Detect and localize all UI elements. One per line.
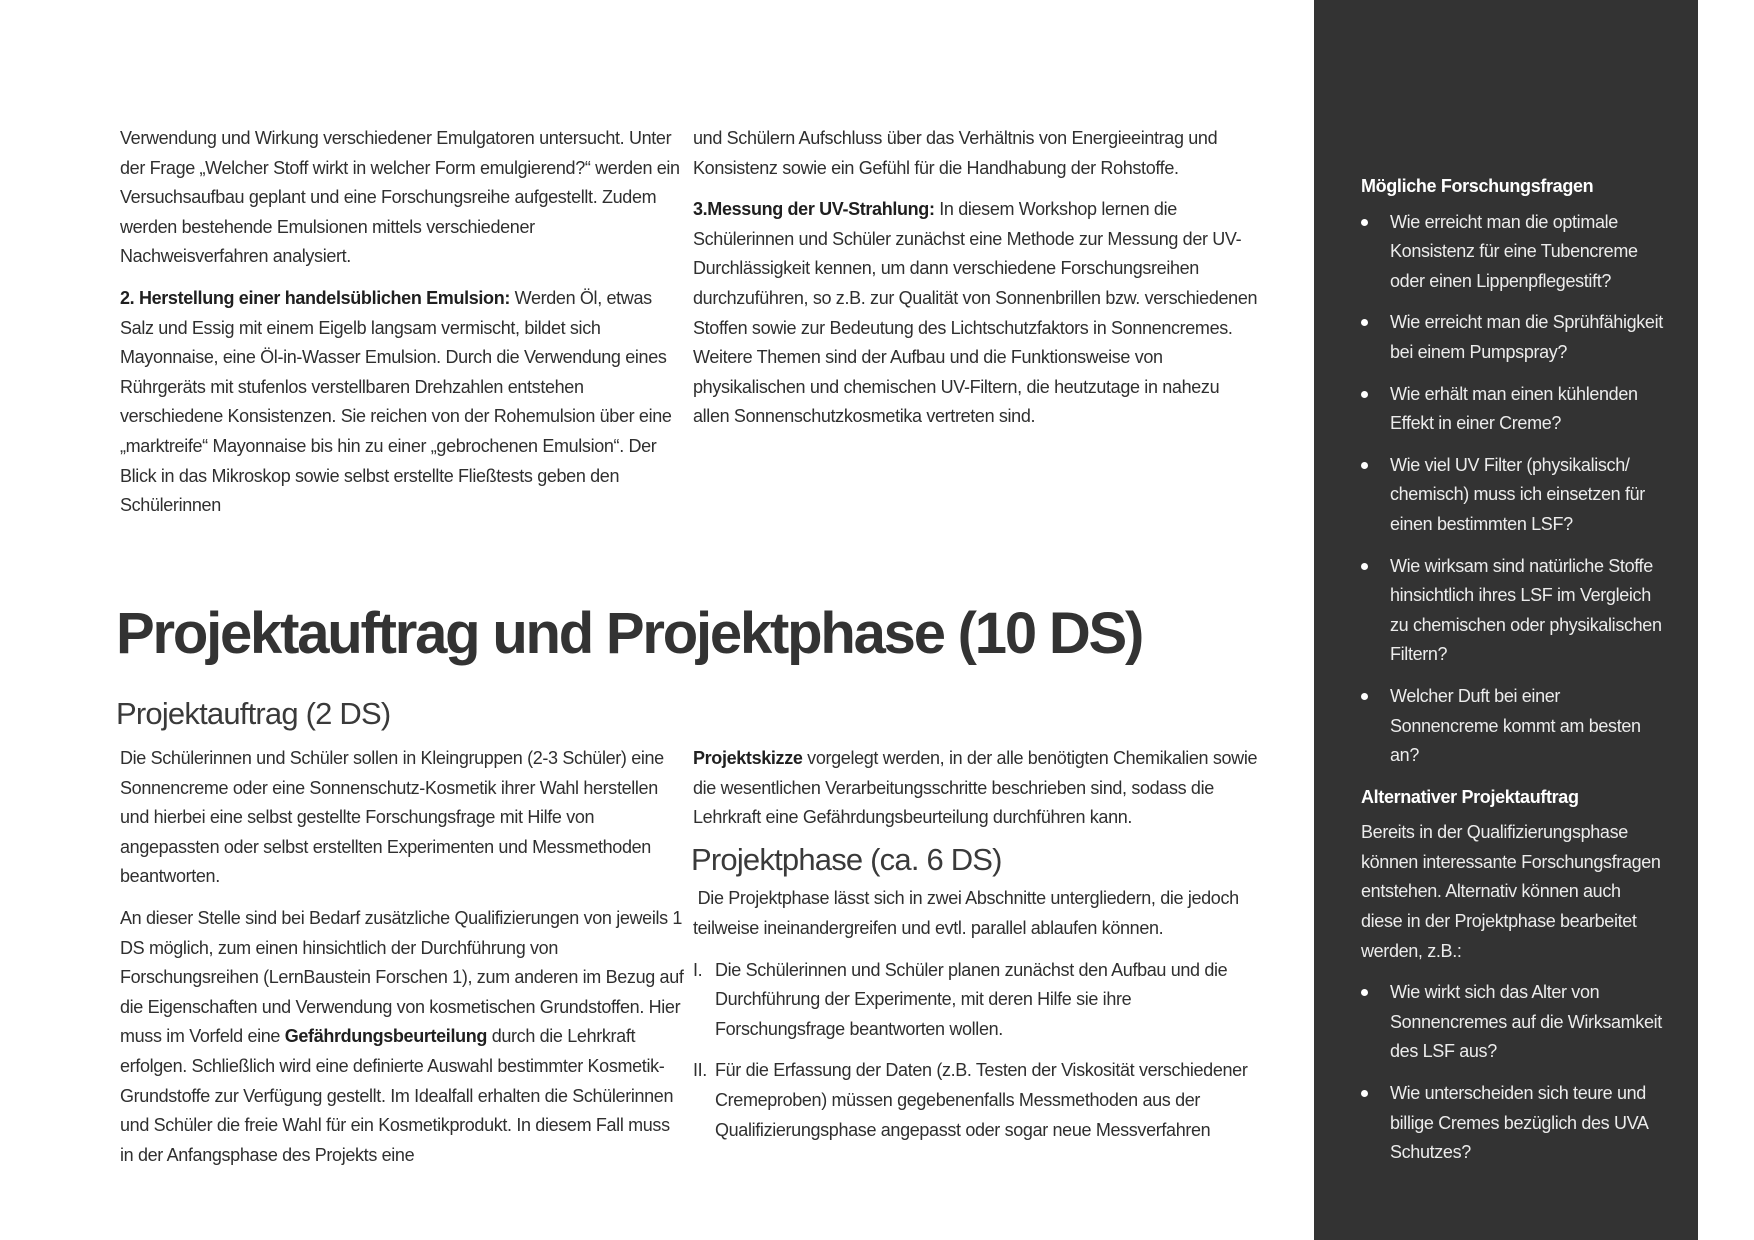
projektauftrag-title: Projektauftrag (2 DS) (116, 696, 391, 731)
question-text: Wie erreicht man die optimale Konsistenz für eine Tubencreme oder einen Lippenpflegestift? (1390, 211, 1638, 291)
top-left-column (120, 124, 685, 533)
list-item (1361, 308, 1666, 367)
questions-title: Mögliche Forschungsfragen (1361, 176, 1594, 196)
projektskizze-term: Projektskizze (693, 748, 803, 768)
question-text: Wie wirkt sich das Alter von Sonnencremes auf die Wirksamkeit des LSF aus? (1390, 982, 1662, 1062)
projektphase-intro: Die Projektphase lässt sich in zwei Abschnitte untergliedern, die jedoch teilweise ineinandergreifen und evtl. parallel ablaufen können. (693, 888, 1244, 938)
emulgator-paragraph: Verwendung und Wirkung verschiedener Emulgatoren untersucht. Unter der Frage „Welcher Stoff wirkt in welcher Form emulgierend?“ werden ein Versuchsaufbau geplant und eine Forschungsreihe aufgestellt. Zudem werden bestehende Emulsionen mittels verschiedener Nachweisverfahren analysiert. (120, 128, 680, 267)
list-item (1361, 1079, 1666, 1168)
bottom-left-column (120, 744, 685, 1182)
projektauftrag-text-a: An dieser Stelle sind bei Bedarf zusätzliche Qualifizierungen von jeweils 1 DS möglich, zum einen hinsichtlich der Durchführung von Forschungsreihen (LernBaustein Forschen 1), zum anderen im Bezug auf die Eigenschaften und Verwendung von kosmetischen Grundstoffen. Hier muss im Vorfeld eine (120, 907, 684, 1047)
bullet-icon (1361, 989, 1368, 996)
question-text: Wie wirksam sind natürliche Stoffe hinsichtlich ihres LSF im Vergleich zu chemischen oder physikalischen Filtern? (1390, 555, 1662, 665)
projektskizze-text: vorgelegt werden, in der alle benötigten Chemikalien sowie die wesentlichen Verarbeitungsschritte beschrieben sind, sodass die Lehrkraft eine Gefährdungsbeurteilung durchführen kann. (693, 748, 1258, 828)
list-item (1361, 552, 1666, 670)
top-right-column (693, 124, 1258, 444)
bullet-icon (1361, 1090, 1368, 1097)
emulsion-heading: 2. Herstellung einer handelsüblichen Emulsion: (120, 287, 510, 308)
list-text: Die Schülerinnen und Schüler planen zunächst den Aufbau und die Durchführung der Experimente, mit deren Hilfe sie ihre Forschungsfrage beantworten wollen. (715, 959, 1228, 1039)
projektauftrag-text-b: durch die Lehrkraft erfolgen. Schließlich wird eine definierte Auswahl bestimmter Kosmetik-Grundstoffe zur Verfügung gestellt. Im Idealfall erhalten die Schülerinnen und Schüler die freie Wahl für ein Kosmetikprodukt. In diesem Fall muss in der Anfangsphase des Projekts eine (120, 1026, 674, 1165)
sidebar-content (1361, 172, 1666, 1180)
projektskizze-paragraph (693, 744, 1258, 833)
question-text: Wie viel UV Filter (physikalisch/ chemisch) muss ich einsetzen für einen bestimmten LSF? (1390, 454, 1645, 534)
bullet-icon (1361, 319, 1368, 326)
list-number: II. (693, 1060, 707, 1081)
list-item (693, 1056, 1258, 1145)
bullet-icon (1361, 219, 1368, 226)
uv-heading: 3.Messung der UV-Strahlung: (693, 199, 935, 220)
section-heading: Projektauftrag und Projektphase (10 DS) (116, 601, 1143, 666)
questions-list (1361, 208, 1666, 771)
projektauftrag-paragraph-2 (120, 904, 685, 1170)
bullet-icon (1361, 462, 1368, 469)
question-text: Wie unterscheiden sich teure und billige Cremes bezüglich des UVA Schutzes? (1390, 1083, 1648, 1163)
uv-text: In diesem Workshop lernen die Schülerinnen und Schüler zunächst eine Methode zur Messung der UV-Durchlässigkeit kennen, um dann verschiedene Forschungsreihen durchzuführen, so z.B. zur Qualität von Sonnenbrillen bzw. verschiedenen Stoffen sowie zur Bedeutung des Lichtschutzfaktors in Sonnencremes. Weitere Themen sind der Aufbau und die Funktionsweise von physikalischen und chemischen UV-Filtern, die heutzutage in nahezu allen Sonnenschutzkosmetika vertreten sind. (693, 199, 1258, 427)
emulsion-paragraph (120, 284, 685, 521)
alternative-list (1361, 978, 1666, 1168)
bottom-right-column (693, 744, 1258, 1157)
alternative-text: Bereits in der Qualifizierungsphase können interessante Forschungsfragen entstehen. Alternativ können auch diese in der Projektphase bearbeitet werden, z.B.: (1361, 822, 1661, 961)
projektauftrag-paragraph-1: Die Schülerinnen und Schüler sollen in Kleingruppen (2-3 Schüler) eine Sonnencreme oder eine Sonnenschutz-Kosmetik ihrer Wahl herstellen und hierbei eine selbst gestellte Forschungsfrage mit Hilfe von angepassten oder selbst erstellten Experimenten und Messmethoden beantworten. (120, 748, 664, 887)
list-item (1361, 208, 1666, 297)
list-item (1361, 380, 1666, 439)
uv-paragraph (693, 195, 1258, 432)
list-item (1361, 682, 1666, 771)
gefaehrdung-term: Gefährdungsbeurteilung (284, 1026, 488, 1047)
list-item (1361, 978, 1666, 1067)
projektphase-list (693, 956, 1258, 1146)
emulsion-text: Werden Öl, etwas Salz und Essig mit einem Eigelb langsam vermischt, bildet sich Mayonnaise, eine Öl-in-Wasser Emulsion. Durch die Verwendung eines Rührgeräts mit stufenlos verstellbaren Drehzahlen entstehen verschiedene Konsistenzen. Sie reichen von der Rohemulsion über eine „marktreife“ Mayonnaise bis hin zu einer „gebrochenen Emulsion“. Der Blick in das Mikroskop sowie selbst erstellte Fließtests geben den Schülerinnen (120, 287, 672, 516)
question-text: Wie erreicht man die Sprühfähigkeit bei einem Pumpspray? (1390, 312, 1663, 362)
bullet-icon (1361, 693, 1368, 700)
list-number: I. (693, 959, 703, 980)
list-text: Für die Erfassung der Daten (z.B. Testen der Viskosität verschiedener Cremeproben) müssen gegebenenfalls Messmethoden aus der Qualifizierungsphase angepasst oder sogar neue Messverfahren (715, 1060, 1248, 1140)
projektphase-title: Projektphase (ca. 6 DS) (691, 841, 1002, 877)
question-text: Wie erhält man einen kühlenden Effekt in einer Creme? (1390, 383, 1638, 434)
bullet-icon (1361, 391, 1368, 398)
sidebar-panel (1314, 0, 1698, 1240)
list-item (1361, 451, 1666, 540)
bullet-icon (1361, 563, 1368, 570)
list-item (693, 956, 1258, 1045)
alternative-title: Alternativer Projektauftrag (1361, 786, 1579, 807)
energy-paragraph: und Schülern Aufschluss über das Verhältnis von Energieeintrag und Konsistenz sowie ein Gefühl für die Handhabung der Rohstoffe. (693, 128, 1218, 178)
question-text: Welcher Duft bei einer Sonnencreme kommt am besten an? (1390, 685, 1641, 766)
